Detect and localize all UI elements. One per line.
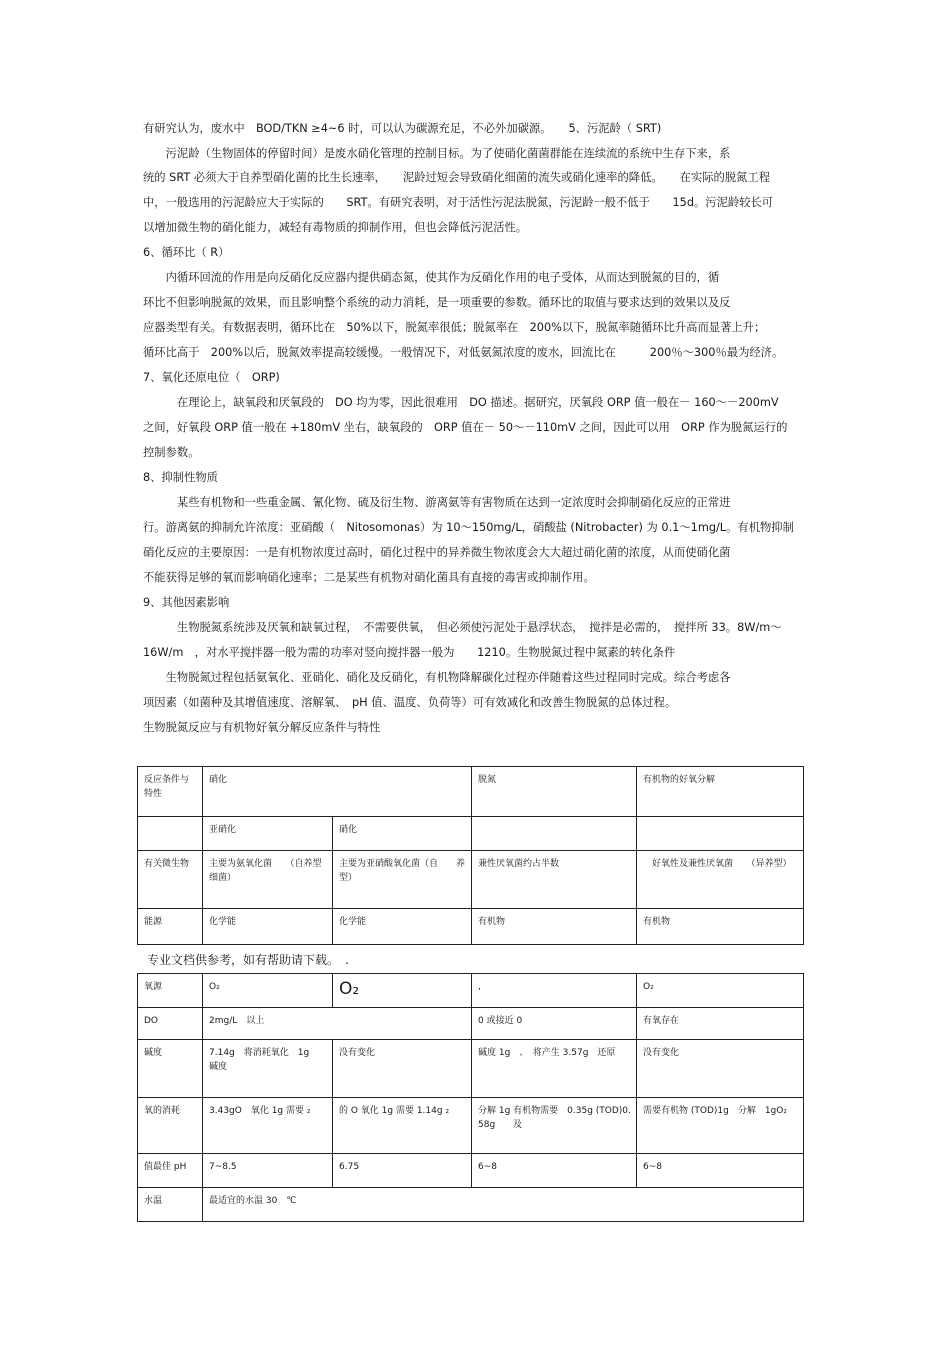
table-header-cell: 硝化	[203, 767, 472, 817]
table-cell: 氧源	[138, 974, 203, 1008]
table-row	[138, 1040, 804, 1098]
paragraph-line: 循环比高于 200%以后，脱氮效率提高较缓慢。一般情况下，对低氨氮浓度的废水，回流比在 200％～300％最为经济。	[143, 346, 784, 359]
table-header-cell: 亚硝化	[203, 817, 333, 851]
paragraph-line: 之间，好氧段 ORP 值一般在 +180mV 坐右，缺氧段的 ORP 值在－ 50～－110mV 之间，因此可以用 ORP 作为脱氮运行的	[143, 421, 788, 434]
paragraph-line: 生物脱氮系统涉及厌氧和缺氧过程， 不需要供氧， 但必须使污泥处于悬浮状态， 搅拌是必需的， 搅拌所 33。8W/m～	[143, 621, 782, 634]
table-cell: 碱度 1g 、 将产生 3.57g 还原	[472, 1040, 637, 1098]
table-cell: 氧的消耗	[138, 1098, 203, 1154]
paragraph-line: 环比不但影响脱氮的效果，而且影响整个系统的动力消耗，是一项重要的参数。循环比的取值与要求达到的效果以及反	[143, 296, 731, 309]
paragraph-line: 行。游离氨的抑制允许浓度：亚硝酸（ Nitosomonas）为 10～150mg/L，硝酸盐 (Nitrobacter) 为 0.1～1mg/L。有机物抑制	[143, 521, 794, 534]
table-cell: 3.43gO 氧化 1g 需要 ₂	[203, 1098, 333, 1154]
table-cell: O₂	[333, 974, 472, 1008]
paragraph-line: 内循环回流的作用是向反硝化反应器内提供硝态氮，使其作为反硝化作用的电子受体，从而达到脱氮的目的，循	[143, 271, 720, 284]
table-cell: 没有变化	[637, 1040, 804, 1098]
paragraph-line: 有研究认为，废水中 BOD/TKN ≥4~6 时，可以认为碳源充足，不必外加碳源。 5、污泥龄（ SRT)	[143, 122, 662, 135]
table-cell: 6~8	[472, 1154, 637, 1188]
table-header-cell: 反应条件与特性	[138, 767, 203, 817]
paragraph-line: 中，一般选用的污泥龄应大于实际的 SRT。有研究表明，对于活性污泥法脱氮，污泥龄一般不低于 15d。污泥龄较长可	[143, 196, 774, 209]
table-cell: 6~8	[637, 1154, 804, 1188]
section-heading: 6、循环比（ R）	[143, 246, 230, 259]
table-cell: 值最佳 pH	[138, 1154, 203, 1188]
table-cell	[637, 817, 804, 851]
table-cell: 能源	[138, 909, 203, 945]
table-cell: 有氧存在	[637, 1008, 804, 1040]
table-row	[138, 851, 804, 909]
paragraph-line: 应器类型有关。有数据表明，循环比在 50%以下，脱氮率很低；脱氮率在 200%以下，脱氮率随循环比升高而显著上升；	[143, 321, 766, 334]
table-header-cell: 脱氮	[472, 767, 637, 817]
table-row	[138, 767, 804, 817]
table-row	[138, 1098, 804, 1154]
table-header-cell: 有机物的好氧分解	[637, 767, 804, 817]
table-header-cell: 硝化	[333, 817, 472, 851]
paragraph-line: 在理论上，缺氧段和厌氧段的 DO 均为零，因此很难用 DO 描述。据研究，厌氧段 ORP 值一般在－ 160～－200mV	[143, 396, 779, 409]
table-cell: 需要有机物 (TOD)1g 分解 1gO₂	[637, 1098, 804, 1154]
conditions-table-part2	[137, 973, 804, 1222]
paragraph-line: 生物脱氮过程包括氨氧化、亚硝化、硝化及反硝化，有机物降解碳化过程亦伴随着这些过程同时完成。综合考虑各	[143, 671, 731, 684]
footer-note: 专业文档供参考，如有帮助请下载。 .	[147, 953, 349, 967]
table-cell: 好氧性及兼性厌氧菌 （异养型）	[637, 851, 804, 909]
table-row	[138, 909, 804, 945]
table-cell: 7.14g 将消耗氧化 1g 碱度	[203, 1040, 333, 1098]
table-row	[138, 974, 804, 1008]
table-cell: 0 或接近 0	[472, 1008, 637, 1040]
section-heading: 9、其他因素影响	[143, 596, 230, 609]
table-cell: 没有变化	[333, 1040, 472, 1098]
section-heading: 8、抑制性物质	[143, 471, 218, 484]
table-cell: 化学能	[203, 909, 333, 945]
paragraph-line: 某些有机物和一些重金属、氰化物、硫及衍生物、游离氨等有害物质在达到一定浓度时会抑制硝化反应的正常进	[143, 496, 731, 509]
table-cell: 有关微生物	[138, 851, 203, 909]
table-cell: ,	[472, 974, 637, 1008]
section-heading: 7、氧化还原电位（ ORP)	[143, 371, 280, 384]
paragraph-line: 控制参数。	[143, 446, 200, 459]
table-row	[138, 1154, 804, 1188]
table-cell: 有机物	[472, 909, 637, 945]
table-cell: 化学能	[333, 909, 472, 945]
paragraph-line: 项因素（如菌种及其增值速度、溶解氧、 pH 值、温度、负荷等）可有效减化和改善生物脱氮的总体过程。	[143, 696, 677, 709]
paragraph-line: 以增加微生物的硝化能力，减轻有毒物质的抑制作用，但也会降低污泥活性。	[143, 221, 528, 234]
table-row	[138, 817, 804, 851]
table-cell: O₂	[203, 974, 333, 1008]
conditions-table-part1	[137, 766, 804, 945]
table-cell	[472, 817, 637, 851]
table-cell: 最适宜的水温 30 ℃	[203, 1188, 804, 1222]
paragraph-line: 污泥龄（生物固体的停留时间）是废水硝化管理的控制目标。为了使硝化菌菌群能在连续流的系统中生存下来，系	[143, 147, 731, 160]
table-row	[138, 1008, 804, 1040]
table-cell: DO	[138, 1008, 203, 1040]
table-cell: 有机物	[637, 909, 804, 945]
table-cell: 碱度	[138, 1040, 203, 1098]
paragraph-line: 硝化反应的主要原因：一是有机物浓度过高时，硝化过程中的异养微生物浓度会大大超过硝化菌的浓度，从而使硝化菌	[143, 546, 731, 559]
table-cell: 的 O 氧化 1g 需要 1.14g ₂	[333, 1098, 472, 1154]
table-cell: 2mg/L 以上	[203, 1008, 472, 1040]
table-cell: 分解 1g 有机物需要 0.35g (TOD)0.58g 及	[472, 1098, 637, 1154]
table-row	[138, 1188, 804, 1222]
table-cell: O₂	[637, 974, 804, 1008]
table-cell: 兼性厌氧菌约占半数	[472, 851, 637, 909]
paragraph-line: 不能获得足够的氧而影响硝化速率；二是某些有机物对硝化菌具有直接的毒害或抑制作用。	[143, 571, 595, 584]
table-cell: 主要为氨氧化菌 （自养型细菌）	[203, 851, 333, 909]
table-cell: 7~8.5	[203, 1154, 333, 1188]
table-caption: 生物脱氮反应与有机物好氧分解反应条件与特性	[143, 721, 381, 734]
paragraph-line: 统的 SRT 必须大于自养型硝化菌的比生长速率， 泥龄过短会导致硝化细菌的流失或硝化速率的降低。 在实际的脱氮工程	[143, 171, 771, 184]
table-cell: 6.75	[333, 1154, 472, 1188]
table-cell: 主要为亚硝酸氧化菌（自 养型）	[333, 851, 472, 909]
table-cell: 水温	[138, 1188, 203, 1222]
paragraph-line: 16W/m ，对水平搅拌器一般为需的功率对竖向搅拌器一般为 1210。生物脱氮过程中氮素的转化条件	[143, 646, 676, 659]
table-cell	[138, 817, 203, 851]
